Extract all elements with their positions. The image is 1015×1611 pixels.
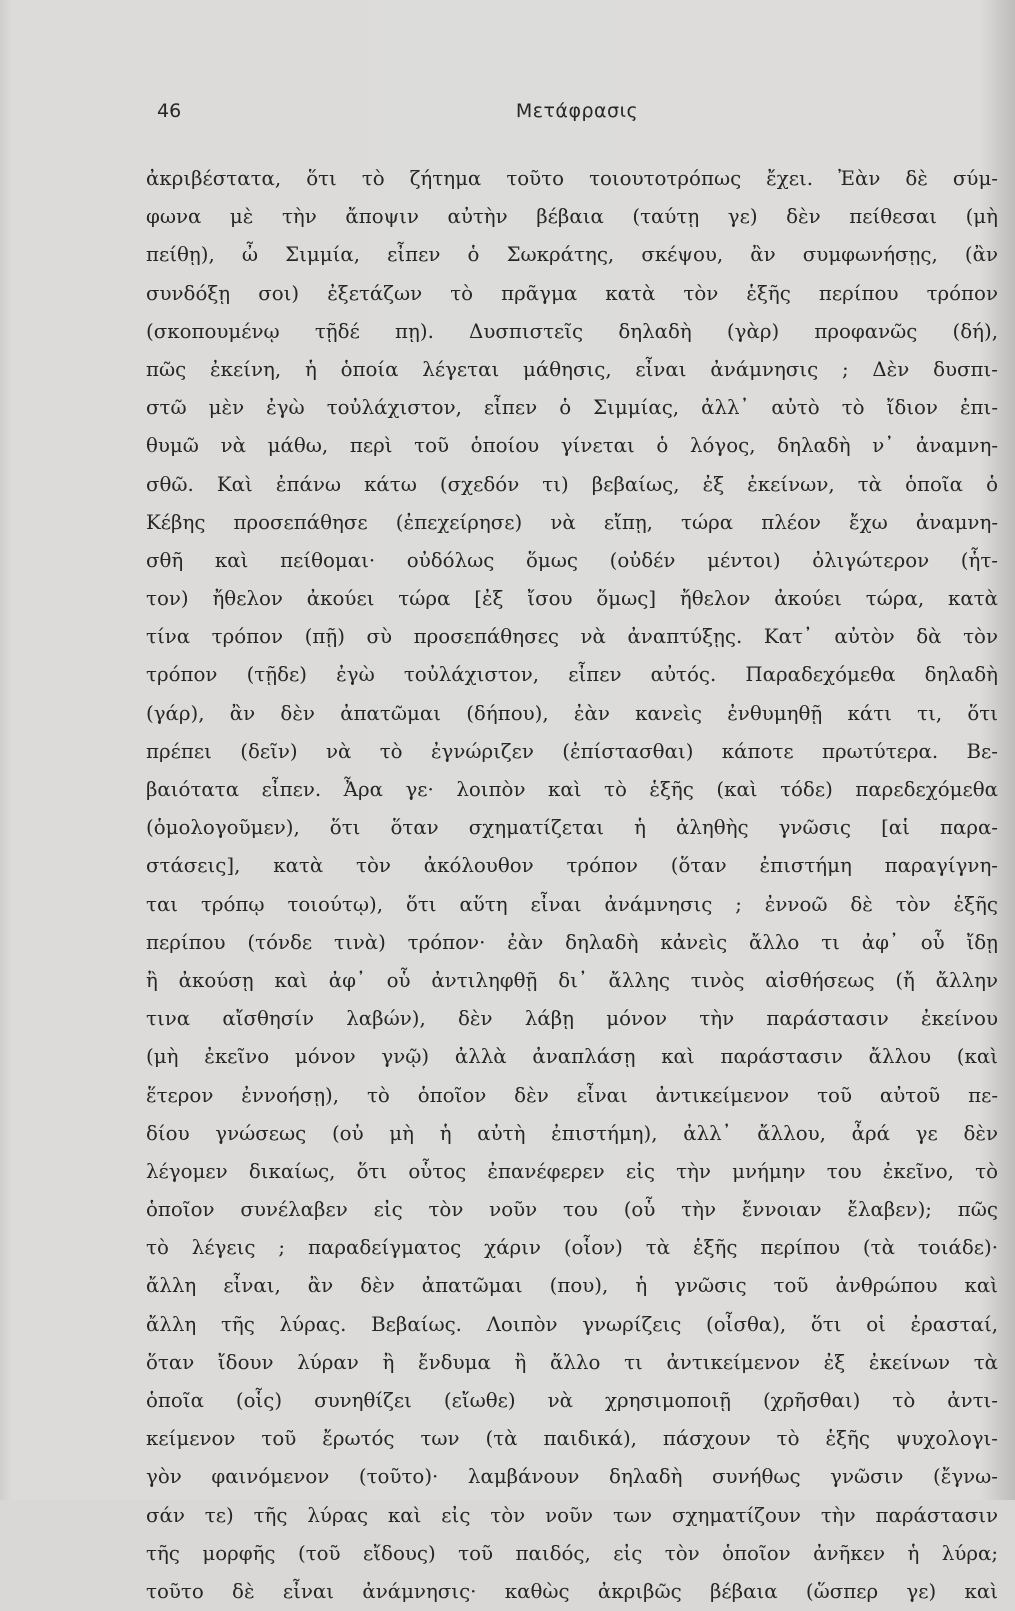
text-line: τινα αἴσθησίν λαβών), δὲν λάβῃ μόνον τὴν παράστασιν ἐκείνου: [146, 1007, 998, 1031]
text-line: ἕτερον ἐννοήσῃ), τὸ ὁποῖον δὲν εἶναι ἀντικείμενον τοῦ αὐτοῦ πε-: [146, 1083, 998, 1107]
text-line: (ὁμολογοῦμεν), ὅτι ὅταν σχηματίζεται ἡ ἀληθὴς γνῶσις [αἱ παρα-: [146, 816, 998, 840]
body-text: [146, 160, 998, 1611]
text-line: (σκοπουμένῳ τῇδέ πῃ). Δυσπιστεῖς δηλαδὴ (γὰρ) προφανῶς (δή),: [146, 319, 998, 343]
text-line: στάσεις], κατὰ τὸν ἀκόλουθον τρόπον (ὅταν ἐπιστήμη παραγίγνη-: [146, 854, 998, 878]
text-line: τίνα τρόπον (πῇ) σὺ προσεπάθησες νὰ ἀναπτύξῃς. Κατ᾿ αὐτὸν δὰ τὸν: [146, 625, 998, 649]
text-line: πῶς ἐκείνη, ἡ ὁποία λέγεται μάθησις, εἶναι ἀνάμνησις ; Δὲν δυσπι-: [146, 357, 998, 381]
text-line: ὁποῖον συνέλαβεν εἰς τὸν νοῦν του (οὗ τὴν ἔννοιαν ἔλαβεν); πῶς: [146, 1198, 998, 1222]
text-line: φωνα μὲ τὴν ἄποψιν αὐτὴν βέβαια (ταύτῃ γε) δὲν πείθεσαι (μὴ: [146, 205, 998, 229]
text-line: τὸ λέγεις ; παραδείγματος χάριν (οἷον) τὰ ἑξῆς περίπου (τὰ τοιάδε)·: [146, 1236, 998, 1260]
text-line: γὸν φαινόμενον (τοῦτο)· λαμβάνουν δηλαδὴ συνήθως γνῶσιν (ἔγνω-: [146, 1465, 998, 1489]
text-line: ἀκριβέστατα, ὅτι τὸ ζήτημα τοῦτο τοιουτοτρόπως ἔχει. Ἐὰν δὲ σύμ-: [146, 167, 998, 190]
text-line: πείθῃ), ὦ Σιμμία, εἶπεν ὁ Σωκράτης, σκέψου, ἂν συμφωνήσῃς, (ἂν: [146, 243, 998, 267]
text-line: θυμῶ νὰ μάθω, περὶ τοῦ ὁποίου γίνεται ὁ λόγος, δηλαδὴ ν᾿ ἀναμνη-: [146, 434, 998, 458]
page-header: [157, 100, 997, 134]
text-line: ἄλλη εἶναι, ἂν δὲν ἀπατῶμαι (που), ἡ γνῶσις τοῦ ἀνθρώπου καὶ: [146, 1274, 998, 1298]
text-line: σθῶ. Καὶ ἐπάνω κάτω (σχεδόν τι) βεβαίως, ἐξ ἐκείνων, τὰ ὁποῖα ὁ: [146, 472, 998, 496]
running-title: Μετάφρασις: [515, 100, 639, 122]
text-line: Κέβης προσεπάθησε (ἐπεχείρησε) νὰ εἴπῃ, τώρα πλέον ἔχω ἀναμνη-: [146, 510, 998, 534]
text-line: ται τρόπῳ τοιούτῳ), ὅτι αὕτη εἶναι ἀνάμνησις ; ἐννοῶ δὲ τὸν ἑξῆς: [146, 892, 998, 916]
text-line: στῶ μὲν ἐγὼ τοὐλάχιστον, εἶπεν ὁ Σιμμίας, ἀλλ᾿ αὐτὸ τὸ ἴδιον ἐπι-: [146, 396, 998, 420]
text-line: λέγομεν δικαίως, ὅτι οὗτος ἐπανέφερεν εἰς τὴν μνήμην του ἐκεῖνο, τὸ: [146, 1159, 998, 1183]
text-line: (γάρ), ἂν δὲν ἀπατῶμαι (δήπου), ἐὰν κανεὶς ἐνθυμηθῇ κάτι τι, ὅτι: [146, 701, 998, 725]
text-line: περίπου (τόνδε τινὰ) τρόπον· ἐὰν δηλαδὴ κἀνεὶς ἄλλο τι ἀφ᾿ οὗ ἴδῃ: [146, 930, 998, 954]
text-line: τοῦτο δὲ εἶναι ἀνάμνησις· καθὼς ἀκριβῶς βέβαια (ὥσπερ γε) καὶ: [146, 1579, 998, 1603]
page-number: 46: [157, 100, 182, 122]
text-line: τρόπον (τῇδε) ἐγὼ τοὐλάχιστον, εἶπεν αὐτός. Παραδεχόμεθα δηλαδὴ: [146, 663, 998, 687]
text-line: ἄλλη τῆς λύρας. Βεβαίως. Λοιπὸν γνωρίζεις (οἶσθα), ὅτι οἱ ἐρασταί,: [146, 1312, 998, 1336]
text-line: σθῆ καὶ πείθομαι· οὐδόλως ὅμως (οὐδέν μέντοι) ὀλιγώτερον (ἧτ-: [146, 548, 998, 572]
text-line: τον) ἤθελον ἀκούει τώρα [ἐξ ἴσου ὅμως] ἤθελον ἀκούει τώρα, κατὰ: [146, 587, 998, 611]
text-line: δίου γνώσεως (οὐ μὴ ἡ αὐτὴ ἐπιστήμη), ἀλλ᾿ ἄλλου, ἆρά γε δὲν: [146, 1121, 998, 1145]
text-line: κείμενον τοῦ ἔρωτός των (τὰ παιδικά), πάσχουν τὸ ἑξῆς ψυχολογι-: [146, 1427, 998, 1451]
text-line: τῆς μορφῆς (τοῦ εἴδους) τοῦ παιδός, εἰς τὸν ὁποῖον ἀνῆκεν ἡ λύρα;: [146, 1541, 998, 1565]
text-line: πρέπει (δεῖν) νὰ τὸ ἐγνώριζεν (ἐπίστασθαι) κάποτε πρωτύτερα. Βε-: [146, 739, 998, 763]
text-line: σάν τε) τῆς λύρας καὶ εἰς τὸν νοῦν των σχηματίζουν τὴν παράστασιν: [146, 1503, 998, 1527]
text-line: συνδόξῃ σοι) ἐξετάζων τὸ πρᾶγμα κατὰ τὸν ἑξῆς περίπου τρόπον: [146, 281, 998, 305]
text-line: ὅταν ἴδουν λύραν ἢ ἔνδυμα ἢ ἄλλο τι ἀντικείμενον ἐξ ἐκείνων τὰ: [146, 1350, 998, 1374]
text-line: (μὴ ἐκεῖνο μόνον γνῷ) ἀλλὰ ἀναπλάσῃ καὶ παράστασιν ἄλλου (καὶ: [146, 1045, 998, 1069]
text-line: ὁποῖα (οἷς) συνηθίζει (εἴωθε) νὰ χρησιμοποιῇ (χρῆσθαι) τὸ ἀντι-: [146, 1389, 998, 1412]
text-line: ἢ ἀκούσῃ καὶ ἀφ᾿ οὗ ἀντιληφθῇ δι᾿ ἄλλης τινὸς αἰσθήσεως (ἤ ἄλλην: [146, 968, 998, 992]
text-line: βαιότατα εἶπεν. Ἆρα γε· λοιπὸν καὶ τὸ ἑξῆς (καὶ τόδε) παρεδεχόμεθα: [146, 778, 998, 801]
